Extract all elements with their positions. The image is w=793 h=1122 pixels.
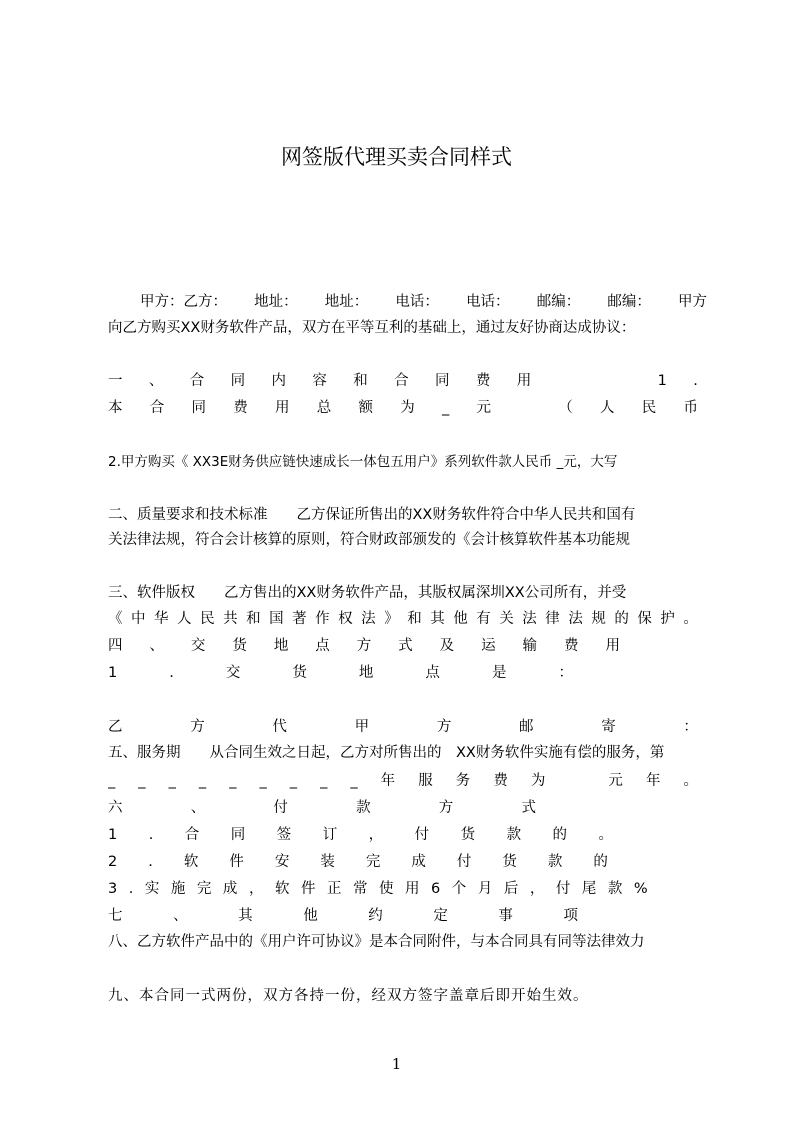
text-segment: 方 [190,719,205,735]
text-segment: . [693,373,698,389]
text-segment: 、 [190,800,206,816]
text-segment: 权 [338,611,353,627]
text-segment: 项 [563,908,578,924]
text-segment: 软 [183,854,199,870]
text-segment: 方 [356,638,372,654]
section-two-line: 二、质量要求和技术标准 乙方保证所售出的XX财务软件符合中华人民共和国有 [108,507,636,523]
section-three-line: 三、软件版权 乙方售出的XX财务软件产品，其版权属深圳XX公司所有，并受 [108,585,627,601]
text-segment: 件 [300,881,316,897]
text-segment: 共 [223,611,238,627]
text-segment: 人 [600,400,615,416]
text-segment: 民 [641,400,657,416]
text-segment: 的 [552,827,568,843]
text-segment: 货 [502,854,517,870]
text-segment: 合 [189,373,205,389]
text-segment: 和 [246,611,261,627]
text-segment: 订 [322,827,338,843]
text-segment: 1 [108,827,118,843]
text-segment: 邮 [519,719,534,735]
text-segment: 交 [190,638,206,654]
text-segment: _ [198,773,207,789]
text-segment: _ [108,773,116,789]
text-segment: 费 [233,400,248,416]
text-segment: 年 [645,773,661,789]
text-segment: 电话： [395,294,439,310]
text-segment: 地址： [324,294,369,310]
section-six-heading [108,796,536,820]
text-segment: 规 [591,611,606,627]
text-segment: 尾 [581,881,597,897]
text-segment: 、 [148,373,164,389]
text-segment: 寄 [601,719,616,735]
text-segment: _ [138,773,146,789]
text-segment: 是 [491,665,507,681]
text-segment: 及 [439,638,455,654]
text-segment: 运 [481,638,496,654]
text-segment: 中 [131,611,146,627]
text-segment: 人 [177,611,192,627]
page-number: 1 [391,1055,402,1073]
text-segment: . [148,827,154,843]
text-segment: 民 [200,611,215,627]
text-segment: _ [289,773,298,789]
text-segment: 完 [196,881,212,897]
text-segment: 六 [108,800,123,816]
text-segment: 正 [326,881,342,897]
text-segment: 七 [108,908,123,924]
text-segment: 甲方 [677,294,707,310]
text-segment: 》 [384,611,399,627]
text-segment: 甲 [354,719,370,735]
text-segment: 电话： [466,294,510,310]
text-segment: . [169,665,174,681]
text-segment: 。 [598,827,613,843]
text-segment: _ [320,773,328,789]
text-segment: 点 [425,665,440,681]
text-segment: 合 [184,827,200,843]
purchase-line: 2.甲方购买《 XX3E财务供应链快速成长一体包五用户》系列软件款人民币 _元，大写 [108,454,618,470]
text-segment: 常 [353,881,368,897]
text-segment: 内 [271,373,286,389]
text-segment: 成 [222,881,238,897]
section-four-heading [108,634,620,658]
text-segment: 1 [108,665,118,681]
text-segment: 服 [418,773,433,789]
text-segment: 法 [361,611,376,627]
text-segment: 用 [405,881,420,897]
text-segment: 四 [108,638,123,654]
payment-term-1-line [108,823,613,847]
text-segment: 总 [316,400,332,416]
text-segment: 货 [460,827,476,843]
text-segment: 成 [411,854,426,870]
text-segment: 签 [276,827,292,843]
text-segment: 邮编： [607,294,651,310]
text-segment: 他 [453,611,468,627]
section-nine-line: 九、本合同一式两份，双方各持一份，经双方签字盖章后即开始生效。 [108,988,589,1004]
text-segment: 1 [657,373,667,389]
text-segment: 3 [108,881,118,897]
payment-term-3-line [108,877,648,901]
text-segment: 式 [521,800,536,816]
text-segment: % [633,881,648,897]
delivery-location-line [108,661,573,685]
text-segment: 付 [273,800,288,816]
contract-total-line [108,396,698,420]
text-segment: 甲方：乙方： [140,294,227,310]
text-segment: 、 [149,638,164,654]
text-segment: 法 [568,611,583,627]
text-segment: 完 [365,854,381,870]
party-info-line [108,290,707,314]
mail-delivery-line [108,715,698,739]
text-segment: ： [683,719,698,735]
text-segment: 他 [303,908,318,924]
text-segment: 其 [238,908,253,924]
text-segment: 同 [230,827,246,843]
text-segment: 作 [315,611,330,627]
text-segment: 款 [607,881,623,897]
text-segment: 币 [683,400,698,416]
text-segment: _ [259,773,267,789]
text-segment: 和 [353,373,368,389]
section-one-heading [108,369,698,393]
text-segment: 和 [407,611,422,627]
text-segment: ： [558,665,573,681]
text-segment: 货 [232,638,247,654]
section-eight-line: 八、乙方软件产品中的《用户许可协议》是本合同附件，与本合同具有同等法律效力 [108,934,645,950]
text-segment: 法 [522,611,537,627]
text-segment: 同 [230,373,246,389]
text-segment: 律 [545,611,560,627]
text-segment: ， [368,827,384,843]
text-segment: 方 [438,800,454,816]
text-segment: 其 [430,611,445,627]
text-segment: 国 [269,611,284,627]
text-segment: 元 [608,773,623,789]
text-segment: 本 [108,400,123,416]
text-segment: 年 [380,773,396,789]
text-segment: 地 [358,665,374,681]
payment-term-2-line [108,850,608,874]
text-segment: . [128,881,134,897]
text-segment: 保 [637,611,652,627]
text-segment: 输 [522,638,538,654]
text-segment: 个 [451,881,467,897]
intro-line: 向乙方购买XX财务软件产品，双方在平等互利的基础上，通过友好协商达成协议： [108,320,636,336]
text-segment: 软 [274,881,290,897]
text-segment: 款 [356,800,371,816]
text-segment: 款 [547,854,563,870]
text-segment: 同 [191,400,206,416]
text-segment: 乙 [108,719,123,735]
text-segment: 实 [144,881,160,897]
text-segment: 件 [229,854,244,870]
text-segment: 货 [292,665,307,681]
section-two-cont-line: 关法律法规，符合会计核算的原则，符合财政部颁发的《会计核算软件基本功能规 [108,532,630,548]
text-segment: 6 [431,881,441,897]
text-segment: 后 [503,881,519,897]
text-segment: 施 [170,881,186,897]
service-fee-line [108,769,698,793]
text-segment: 事 [498,908,513,924]
text-segment: ， [248,881,264,897]
text-segment: 的 [614,611,629,627]
text-segment: _ [229,773,237,789]
text-segment: 务 [455,773,471,789]
text-segment: _ [168,773,176,789]
text-segment: 有 [476,611,491,627]
document-title: 网签版代理买卖合同样式 [281,145,512,169]
text-segment: 关 [499,611,514,627]
text-segment: 付 [414,827,430,843]
text-segment: 2 [108,854,118,870]
text-segment: 用 [275,400,290,416]
text-segment: 用 [516,373,532,389]
text-segment: 。 [683,611,698,627]
text-segment: _ [442,400,450,416]
text-segment: 费 [475,373,491,389]
text-segment: _ [350,773,358,789]
text-segment: 邮编： [536,294,581,310]
text-segment: 《 [108,611,123,627]
text-segment: 交 [225,665,241,681]
text-segment: 代 [272,719,287,735]
text-segment: 合 [394,373,409,389]
text-segment: 费 [563,638,579,654]
text-segment: 安 [274,854,290,870]
text-segment: 装 [320,854,335,870]
text-segment: 合 [149,400,165,416]
text-segment: 一 [108,373,123,389]
text-segment: 华 [154,611,169,627]
text-segment: 著 [292,611,307,627]
text-segment: 式 [398,638,413,654]
text-segment: 的 [593,854,608,870]
text-segment: 额 [358,400,373,416]
text-segment: 容 [312,373,327,389]
section-three-cont-line [108,607,698,631]
text-segment: 、 [173,908,188,924]
text-segment: 约 [368,908,383,924]
text-segment: 同 [435,373,450,389]
text-segment: （ [558,400,573,416]
text-segment: 付 [555,881,571,897]
section-five-line: 五、服务期 从合同生效之日起，乙方对所售出的 XX财务软件实施有偿的服务，第 [108,745,665,761]
text-segment: . [148,854,153,870]
text-segment: 点 [315,638,330,654]
text-segment: ， [529,881,545,897]
text-segment: 为 [530,773,546,789]
text-segment: 方 [436,719,452,735]
text-segment: 护 [660,611,675,627]
text-segment: 。 [683,773,698,789]
section-seven-heading [108,904,578,928]
text-segment: 元 [476,400,491,416]
text-segment: 用 [605,638,620,654]
text-segment: 费 [493,773,508,789]
text-segment: 款 [506,827,522,843]
text-segment: 月 [477,881,493,897]
text-segment: 地 [273,638,289,654]
text-segment: 使 [379,881,394,897]
text-segment: 为 [400,400,415,416]
text-segment: 定 [433,908,448,924]
text-segment: 地址： [254,294,298,310]
text-segment: 付 [456,854,472,870]
